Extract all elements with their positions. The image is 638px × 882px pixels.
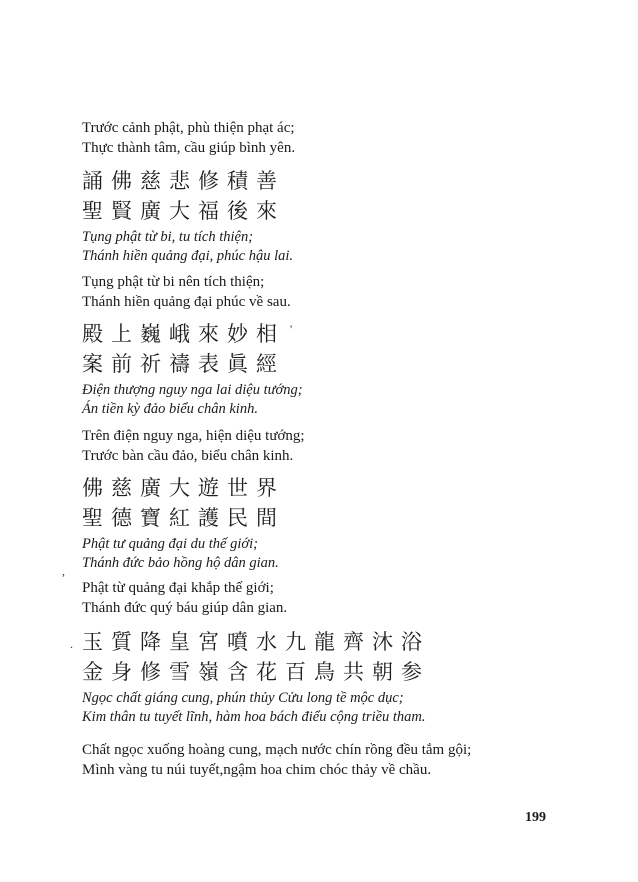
translation-3 — [82, 578, 602, 618]
intro-verse — [82, 118, 602, 158]
transliteration-1 — [82, 228, 602, 266]
transliteration-line: Điện thượng nguy nga lai diệu tướng; — [82, 382, 303, 398]
translation-line: Mình vàng tu núi tuyết,ngậm hoa chim chóc thảy về chầu. — [82, 762, 432, 778]
translation-1 — [82, 272, 602, 312]
scan-mark: , — [62, 564, 65, 578]
translation-2 — [82, 426, 602, 466]
han-line: 佛慈廣大遊世界 — [82, 476, 285, 500]
translation-line: Trên điện nguy nga, hiện diệu tướng; — [82, 428, 305, 444]
han-line: 聖德寶紅護民間 — [82, 506, 285, 530]
han-verse-1 — [82, 166, 602, 226]
translation-line: Trước bàn cầu đảo, biểu chân kinh. — [82, 448, 294, 464]
han-line: 殿上巍峨來妙相 — [82, 322, 285, 346]
han-verse-3 — [82, 473, 602, 533]
scan-mark: ' — [290, 322, 293, 336]
transliteration-line: Thánh hiền quảng đại, phúc hậu lai. — [82, 248, 294, 264]
translation-4 — [82, 740, 602, 780]
transliteration-4 — [82, 689, 602, 727]
scan-mark: . — [70, 637, 73, 651]
translation-line: Thánh đức quý báu giúp dân gian. — [82, 600, 288, 616]
transliteration-line: Án tiền kỳ đảo biểu chân kinh. — [82, 401, 258, 417]
transliteration-line: Phật tư quảng đại du thế giới; — [82, 536, 258, 552]
page-number: 199 — [525, 810, 546, 825]
translation-line: Thánh hiền quảng đại phúc về sau. — [82, 294, 291, 310]
translation-line: Tụng phật từ bi nên tích thiện; — [82, 274, 265, 290]
transliteration-line: Thánh đức bảo hồng hộ dân gian. — [82, 555, 279, 571]
han-line: 玉質降皇宮噴水九龍齊沐浴 — [82, 630, 430, 654]
han-line: 案前祈禱表眞經 — [82, 352, 285, 376]
han-verse-2 — [82, 319, 602, 379]
translation-line: Phật từ quảng đại khắp thế giới; — [82, 580, 274, 596]
transliteration-line: Ngọc chất giáng cung, phún thủy Cửu long tề mộc dục; — [82, 690, 404, 706]
han-line: 誦佛慈悲修積善 — [82, 169, 285, 193]
verse-line: Thực thành tâm, cầu giúp bình yên. — [82, 140, 296, 156]
han-verse-4 — [82, 627, 602, 687]
transliteration-line: Tụng phật từ bi, tu tích thiện; — [82, 229, 254, 245]
han-line: 聖賢廣大福後來 — [82, 199, 285, 223]
transliteration-line: Kim thân tu tuyết lĩnh, hàm hoa bách điểu cộng triều tham. — [82, 709, 426, 725]
transliteration-2 — [82, 381, 602, 419]
translation-line: Chất ngọc xuống hoàng cung, mạch nước chín rồng đều tắm gội; — [82, 742, 472, 758]
verse-line: Trước cảnh phật, phù thiện phạt ác; — [82, 120, 295, 136]
transliteration-3 — [82, 535, 602, 573]
han-line: 金身修雪嶺含花百鳥共朝参 — [82, 660, 430, 684]
